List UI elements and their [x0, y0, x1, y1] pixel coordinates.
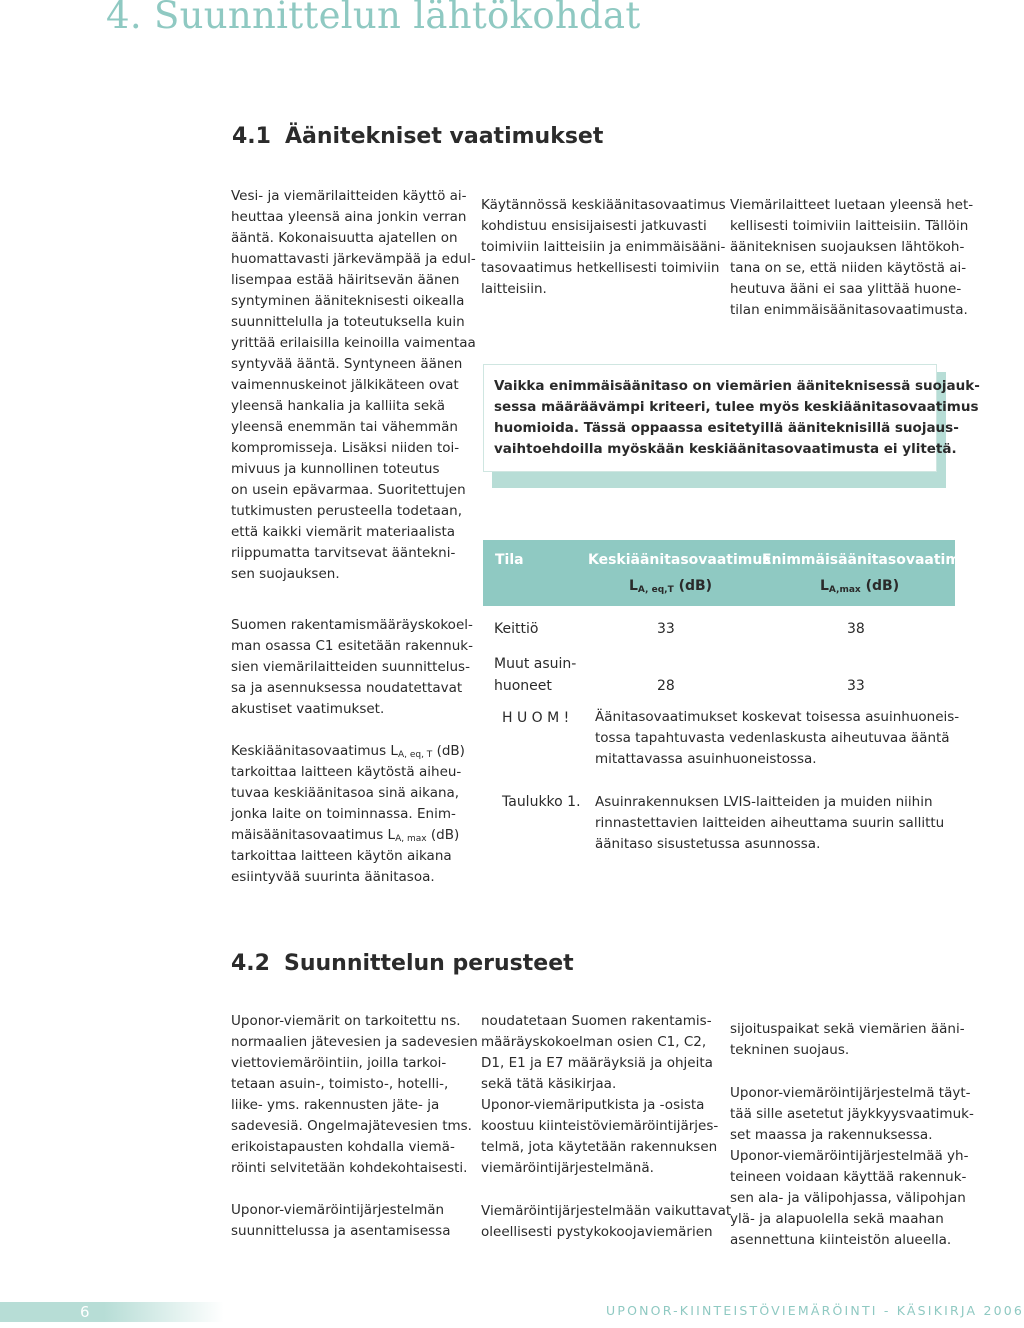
section-heading-4-2: [231, 951, 574, 976]
text-line: kellisesti toimiviin laitteisiin. Tällöin: [730, 218, 969, 234]
text-line: Uponor-viemäröintijärjestelmä täyt-: [730, 1085, 971, 1101]
table-col-maximum: Enimmäisäänitasovaatimus: [762, 552, 979, 568]
text-line: lisempaa estää häiritsevän äänen: [231, 272, 460, 288]
text-line: suunnittelulla ja toteutuksella kuin: [231, 314, 465, 330]
definition-paragraph: Keskiäänitasovaatimus $L_{A, eq, T}$ (dB) tarkoittaa laitteen käytöstä aiheu- tuvaa keskiäänitasoa sinä aikana, jonka laite on toiminnassa. Enim- mäisäänitasovaatimus $L_{A, max}$ (dB) tarkoittaa laitteen käytön aikana esiintyvää suurinta äänitasoa.: [231, 743, 465, 885]
text-line: että kaikki viemärit materiaalista: [231, 524, 456, 540]
text-line: äänitaso sisustetussa asunnossa.: [595, 836, 821, 852]
text-line: suunnittelussa ja asentamisessa: [231, 1223, 451, 1239]
table-caption-text: [595, 792, 944, 855]
section-heading-4-1: [232, 124, 603, 149]
table-cell-maximum: 33: [847, 678, 865, 694]
table-cell-maximum: 38: [847, 621, 865, 637]
table-unit-maximum: $L_{A,max}$ (dB): [820, 578, 900, 595]
note-text: [595, 707, 959, 770]
table-unit-average: $L_{A, eq,T}$ (dB): [629, 578, 713, 595]
placement-paragraph: [730, 1019, 965, 1061]
text-line: syntyminen ääniteknisesti oikealla: [231, 293, 465, 309]
section-number: 4.2: [231, 951, 270, 976]
text-line: viemäröintijärjestelmänä.: [481, 1160, 654, 1176]
text-line: tää sille asetetut jäykkyysvaatimuk-: [730, 1106, 974, 1122]
text-line: Vaikka enimmäisäänitaso on viemärien ääniteknisessä suojauk-: [494, 378, 980, 394]
text-line: sen suojauksen.: [231, 566, 340, 582]
table-cell-average: 33: [657, 621, 675, 637]
text-line: sa ja asennuksessa noudatettavat: [231, 680, 463, 696]
text-line: röinti selvitetään kohdekohtaisesti.: [231, 1160, 468, 1176]
section-title: Suunnittelun perusteet: [283, 951, 574, 976]
text-line: viettoviemäröintiin, joilla tarkoi-: [231, 1055, 447, 1071]
text-line: vaimennuskeinot jälkikäteen ovat: [231, 377, 459, 393]
system-paragraph: [481, 1201, 731, 1243]
text-line: erikoistapausten kohdalla viemä-: [231, 1139, 455, 1155]
text-line: kohdistuu ensisijaisesti jatkuvasti: [481, 218, 707, 234]
text-line: Äänitasovaatimukset koskevat toisessa asuinhuoneis-: [595, 709, 960, 725]
text-line: rinnastettavien laitteiden aiheuttama suurin sallittu: [595, 815, 945, 831]
text-line: toimiviin laitteisiin ja enimmäisääni-: [481, 239, 726, 255]
text-line: tana on se, että niiden käytöstä ai-: [730, 260, 967, 276]
text-line: teineen voidaan käyttää rakennuk-: [730, 1169, 967, 1185]
text-line: ylä- ja alapuolella sekä maahan: [730, 1211, 944, 1227]
design-paragraph: [231, 1200, 450, 1242]
regulations-paragraph: [481, 1011, 718, 1179]
table-col-average: Keskiäänitasovaatimus: [588, 552, 771, 568]
text-line: Viemärilaitteet luetaan yleensä het-: [730, 197, 974, 213]
text-line: Vesi- ja viemärilaitteiden käyttö ai-: [231, 188, 467, 204]
table-cell-room: Keittiö: [494, 621, 539, 637]
text-line: sijoituspaikat sekä viemärien ääni-: [730, 1021, 965, 1037]
text-line: mitattavassa asuinhuoneistossa.: [595, 751, 817, 767]
table-caption-label: Taulukko 1.: [502, 794, 581, 810]
text-line: määräyskokoelman osien C1, C2,: [481, 1034, 707, 1050]
text-line: tutkimusten perusteella todetaan,: [231, 503, 462, 519]
regulation-paragraph: [231, 615, 473, 720]
text-line: set maassa ja rakennuksessa.: [730, 1127, 933, 1143]
text-line: tekninen suojaus.: [730, 1042, 850, 1058]
table-header: [483, 540, 955, 606]
text-line: man osassa C1 esitetään rakennuk-: [231, 638, 473, 654]
text-line: huomattavasti järkevämpää ja edul-: [231, 251, 476, 267]
usage-paragraph: [231, 1011, 478, 1179]
text-line: syntyvää ääntä. Syntyneen äänen: [231, 356, 463, 372]
text-line: yrittää erilaisilla keinoilla vaimentaa: [231, 335, 476, 351]
text-line: koostuu kiinteistöviemäröintijärjes-: [481, 1118, 719, 1134]
text-line: ääniteknisen suojauksen lähtökoh-: [730, 239, 965, 255]
note-label: H U O M !: [502, 710, 570, 726]
text-line: oleellisesti pystykokoojaviemärien: [481, 1224, 713, 1240]
text-line: Uponor-viemäröintijärjestelmän: [231, 1202, 445, 1218]
text-line: Uponor-viemäröintijärjestelmää yh-: [730, 1148, 969, 1164]
text-line: mivuus ja kunnollinen toteutus: [231, 461, 440, 477]
stiffness-paragraph: [730, 1083, 974, 1251]
text-line: sekä tätä käsikirjaa.: [481, 1076, 617, 1092]
text-line: Käytännössä keskiäänitasovaatimus: [481, 197, 726, 213]
text-line: sadevesiä. Ongelmajätevesien tms.: [231, 1118, 472, 1134]
text-line: heutuva ääni ei saa ylittää huone-: [730, 281, 962, 297]
text-line: on usein epävarmaa. Suoritettujen: [231, 482, 466, 498]
section-number: 4.1: [232, 124, 271, 149]
text-line: yleensä hankalia ja kalliita sekä: [231, 398, 446, 414]
text-line: tetaan asuin-, toimisto-, hotelli-,: [231, 1076, 449, 1092]
table-cell-average: 28: [657, 678, 675, 694]
text-line: Suomen rakentamismääräyskokoel-: [231, 617, 473, 633]
text-line: telmä, jota käytetään rakennuksen: [481, 1139, 718, 1155]
text-line: tasovaatimus hetkellisesti toimiviin: [481, 260, 720, 276]
footer-title: UPONOR-KIINTEISTÖVIEMÄRÖINTI - KÄSIKIRJA 2006: [606, 1303, 1024, 1318]
text-line: Asuinrakennuksen LVIS-laitteiden ja muiden niihin: [595, 794, 933, 810]
text-line: sien viemärilaitteiden suunnittelus-: [231, 659, 470, 675]
text-line: Uponor-viemäriputkista ja -osista: [481, 1097, 705, 1113]
page-number: 6: [80, 1303, 90, 1321]
intro-paragraph: [231, 186, 476, 585]
table-col-room: Tila: [495, 552, 524, 568]
section-title: Äänitekniset vaatimukset: [284, 124, 604, 149]
text-line: huomioida. Tässä oppaassa esitetyillä ääniteknisillä suojaus-: [494, 420, 959, 436]
text-line: asennettuna kiinteistön alueella.: [730, 1232, 952, 1248]
text-line: riippumatta tarvitsevat ääntekni-: [231, 545, 456, 561]
text-line: D1, E1 ja E7 määräyksiä ja ohjeita: [481, 1055, 713, 1071]
text-line: laitteisiin.: [481, 281, 547, 297]
text-line: akustiset vaatimukset.: [231, 701, 385, 717]
text-line: sessa määräävämpi kriteeri, tulee myös keskiäänitasovaatimus: [494, 399, 979, 415]
text-line: yleensä enemmän tai vähemmän: [231, 419, 458, 435]
text-line: Viemäröintijärjestelmään vaikuttavat: [481, 1203, 732, 1219]
text-line: heuttaa yleensä aina jonkin verran: [231, 209, 467, 225]
drain-devices-paragraph: [730, 195, 973, 321]
text-line: vaihtoehdoilla myöskään keskiäänitasovaatimusta ei ylitetä.: [494, 441, 957, 457]
text-line: normaalien jätevesien ja sadevesien: [231, 1034, 478, 1050]
practice-paragraph: [481, 195, 726, 300]
text-line: kompromisseja. Lisäksi niiden toi-: [231, 440, 460, 456]
text-line: liike- yms. rakennusten jäte- ja: [231, 1097, 440, 1113]
table-cell-room-line2: huoneet: [494, 678, 552, 694]
text-line: tilan enimmäisäänitasovaatimusta.: [730, 302, 968, 318]
chapter-title: 4. Suunnittelun lähtökohdat: [106, 0, 641, 37]
table-cell-room-line1: Muut asuin-: [494, 656, 577, 672]
callout-text: [494, 376, 980, 460]
text-line: sen ala- ja välipohjassa, välipohjan: [730, 1190, 966, 1206]
text-line: noudatetaan Suomen rakentamis-: [481, 1013, 712, 1029]
footer-accent-fade: [104, 1302, 224, 1322]
text-line: Uponor-viemärit on tarkoitettu ns.: [231, 1013, 461, 1029]
text-line: tossa tapahtuvasta vedenlaskusta aiheutuvaa ääntä: [595, 730, 950, 746]
text-line: ääntä. Kokonaisuutta ajatellen on: [231, 230, 458, 246]
